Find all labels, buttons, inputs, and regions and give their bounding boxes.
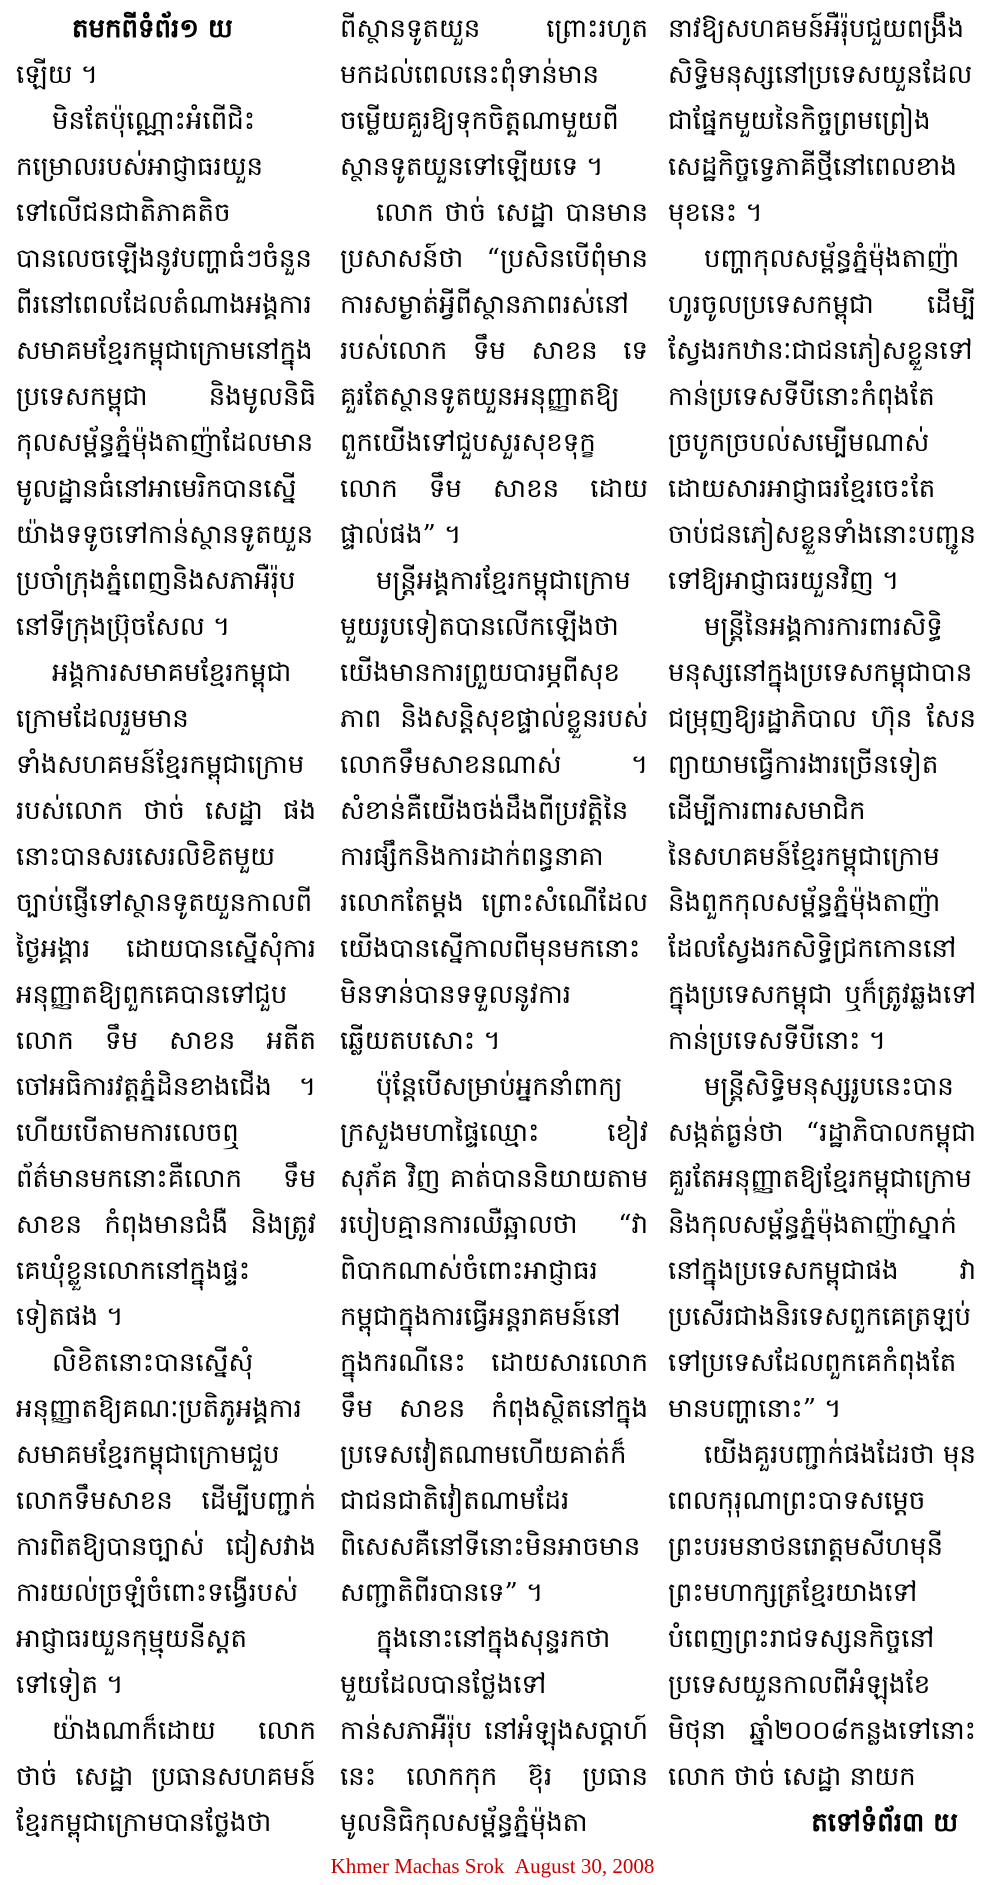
article-paragraph: លោក ថាច់ សេដ្ឋា បានមានប្រសាសន៍ថា “ប្រសិនបើពុំមានការសម្ងាត់អ្វីពីស្ថានភាពរស់នៅរបស់លោក ទឹម សាខន ទេ គួរតែស្ថានទូតយួនអនុញ្ញាតឱ្យពួកយើងទៅជួបសួរសុខទុក្ខលោក ទឹម សាខន ដោយផ្ទាល់ផង” ។ [340, 198, 648, 550]
article-paragraph: យ៉ាងណាក៏ដោយ លោក ថាច់ សេដ្ឋា ប្រធានសហគមន៍ខ្មែរកម្ពុជាក្រោមបានថ្លែងថា [16, 1716, 316, 1838]
article-paragraph: បញ្ហាកុលសម្ព័ន្ធភ្នំម៉ុងតាញ៉ាហូរចូលប្រទេសកម្ពុជា ដើម្បីស្វែងរកឋានៈជាជនភៀសខ្លួនទៅកាន់ប្រទេសទីបីនោះកំពុងតែច្របូកច្របល់សម្បើមណាស់ ដោយសារអាជ្ញាធរខ្មែរចេះតែចាប់ជនភៀសខ្លួនទាំងនោះបញ្ជូនទៅឱ្យអាជ្ញាធរយួនវិញ ។ [668, 244, 976, 596]
article-paragraph: នាវឱ្យសហគមន៍អឺរ៉ុបជួយពង្រឹងសិទ្ធិមនុស្សនៅប្រទេសយួនដែលជាផ្នែកមួយនៃកិច្ចព្រមព្រៀងសេដ្ឋកិច្ចទ្វេភាគីថ្មីនៅពេលខាងមុខនេះ ។ [668, 14, 973, 228]
article-paragraph: មន្ត្រីនៃអង្គការការពារសិទ្ធិមនុស្សនៅក្នុងប្រទេសកម្ពុជាបានជម្រុញឱ្យរដ្ឋាភិបាល ហ៊ុន សែនព្យាយាមធ្វើការងារច្រើនទៀតដើម្បីការពារសមាជិកនៃសហគមន៍ខ្មែរកម្ពុជាក្រោម និងពួកកុលសម្ព័ន្ធភ្នំម៉ុងតាញ៉ាដែលស្វែងរកសិទ្ធិជ្រកកោននៅក្នុងប្រទេសកម្ពុជា ឬក៏ត្រូវឆ្លងទៅកាន់ប្រទេសទីបីនោះ ។ [668, 612, 976, 1056]
continued-to-marker: តទៅទំព័រ៣ យ [811, 1808, 958, 1838]
article-paragraph: អង្គការសមាគមខ្មែរកម្ពុជាក្រោមដែលរួមមានទាំងសហគមន៍ខ្មែរកម្ពុជាក្រោមរបស់លោក ថាច់ សេដ្ឋា ផងនោះបានសរសេរលិខិតមួយច្បាប់ផ្ញើទៅស្ថានទូតយួនកាលពីថ្ងៃអង្គារ ដោយបានស្នើសុំការអនុញ្ញាតឱ្យពួកគេបានទៅជួបលោក ទឹម សាខន អតីតចៅអធិការវត្តភ្នំដិនខាងជើង ។ ហើយបើតាមការលេចឮព័ត៌មានមកនោះគឺលោក ទឹម សាខន កំពុងមានជំងឺ និងត្រូវគេឃុំខ្លួនលោកនៅក្នុងផ្ទះទៀតផង ។ [16, 658, 316, 1332]
article-paragraph: ឡើយ ។ [16, 60, 98, 90]
article-paragraph: ប៉ុន្តែបើសម្រាប់អ្នកនាំពាក្យក្រសួងមហាផ្ទៃឈ្មោះ ខៀវ សុភ័គ វិញ គាត់បាននិយាយតាមរបៀបគ្មានការឈឺឆ្អាលថា “វាពិបាកណាស់ចំពោះអាជ្ញាធរកម្ពុជាក្នុងការធ្វើអន្តរាគមន៍នៅក្នុងករណីនេះ ដោយសារលោក ទឹម សាខន កំពុងស្ថិតនៅក្នុងប្រទេសវៀតណាមហើយគាត់ក៏ជាជនជាតិវៀតណាមដែរ ពិសេសគឺនៅទីនោះមិនអាចមានសញ្ជាតិពីរបានទេ” ។ [340, 1072, 648, 1608]
article-column-3 [668, 6, 976, 1846]
article-column-2 [340, 6, 648, 1846]
article-paragraph: ក្នុងនោះនៅក្នុងសុន្ទរកថាមួយដែលបានថ្លែងទៅកាន់សភាអឺរ៉ុប នៅអំឡុងសប្តាហ៍នេះ លោកកុក ខ៊ុរ ប្រធានមូលនិធិកុលសម្ព័ន្ធភ្នំម៉ុងតា [340, 1624, 648, 1838]
article-paragraph: លិខិតនោះបានស្នើសុំអនុញ្ញាតឱ្យគណៈប្រតិភូអង្គការសមាគមខ្មែរកម្ពុជាក្រោមជួបលោកទឹមសាខន ដើម្បីបញ្ជាក់ការពិតឱ្យបានច្បាស់ ជៀសវាងការយល់ច្រឡំចំពោះទង្វើរបស់អាជ្ញាធរយួនកុម្មុយនីស្តតទៅទៀត ។ [16, 1348, 316, 1700]
page-footer [0, 1853, 985, 1879]
article-paragraph: មន្ត្រីអង្គការខ្មែរកម្ពុជាក្រោមមួយរូបទៀតបានលើកឡើងថា យើងមានការព្រួយបារម្ភពីសុខភាព និងសន្តិសុខផ្ទាល់ខ្លួនរបស់លោកទឹមសាខនណាស់ ។ សំខាន់គឺយើងចង់ដឹងពីប្រវត្តិនៃការផ្សឹកនិងការដាក់ពន្ធនាគារលោកតែម្តង ព្រោះសំណើដែលយើងបានស្នើកាលពីមុនមកនោះ មិនទាន់បានទទួលនូវការឆ្លើយតបសោះ ។ [340, 566, 648, 1056]
article-paragraph: យើងគួរបញ្ជាក់ផងដែរថា មុនពេលកុរុណាព្រះបាទសម្តេចព្រះបរមនាថនរោត្តមសីហមុនីព្រះមហាក្សត្រខ្មែរយាងទៅបំពេញព្រះរាជទស្សនកិច្ចនៅប្រទេសយួនកាលពីអំឡុងខែមិថុនា ឆ្នាំ២០០៨កន្លងទៅនោះ លោក ថាច់ សេដ្ឋា នាយក [668, 1440, 976, 1792]
article-column-1 [16, 6, 316, 1846]
article-paragraph: មិនតែប៉ុណ្ណោះអំពើជិះកម្រោលរបស់អាជ្ញាធរយួនទៅលើជនជាតិភាគតិចបានលេចឡើងនូវបញ្ហាធំៗចំនួនពីរនៅពេលដែលតំណាងអង្គការសមាគមខ្មែរកម្ពុជាក្រោមនៅក្នុងប្រទេសកម្ពុជា និងមូលនិធិកុលសម្ព័ន្ធភ្នំម៉ុងតាញ៉ាដែលមានមូលដ្ឋានធំនៅអាមេរិកបានស្នើយ៉ាងទទូចទៅកាន់ស្ថានទូតយួនប្រចាំក្រុងភ្នំពេញនិងសភាអឺរ៉ុបនៅទីក្រុងប្រ៊ុចសែល ។ [16, 106, 316, 642]
article-paragraph: ពីស្ថានទូតយួន ព្រោះរហូតមកដល់ពេលនេះពុំទាន់មានចម្លើយគួរឱ្យទុកចិត្តណាមួយពីស្ថានទូតយួនទៅឡើយទេ ។ [340, 14, 648, 182]
continued-from-marker: តមកពីទំព័រ១ យ [72, 14, 233, 44]
article-paragraph: មន្ត្រីសិទ្ធិមនុស្សរូបនេះបានសង្កត់ធ្ងន់ថា “រដ្ឋាភិបាលកម្ពុជាគួរតែអនុញ្ញាតឱ្យខ្មែរកម្ពុជាក្រោមនិងកុលសម្ព័ន្ធភ្នំម៉ុងតាញ៉ាស្នាក់នៅក្នុងប្រទេសកម្ពុជាផង វាប្រសើរជាងនិរទេសពួកគេត្រឡប់ទៅប្រទេសដែលពួកគេកំពុងតែមានបញ្ហានោះ” ។ [668, 1072, 976, 1424]
footer-date: August 30, 2008 [514, 1854, 655, 1878]
footer-publication-name: Khmer Machas Srok [330, 1854, 505, 1878]
